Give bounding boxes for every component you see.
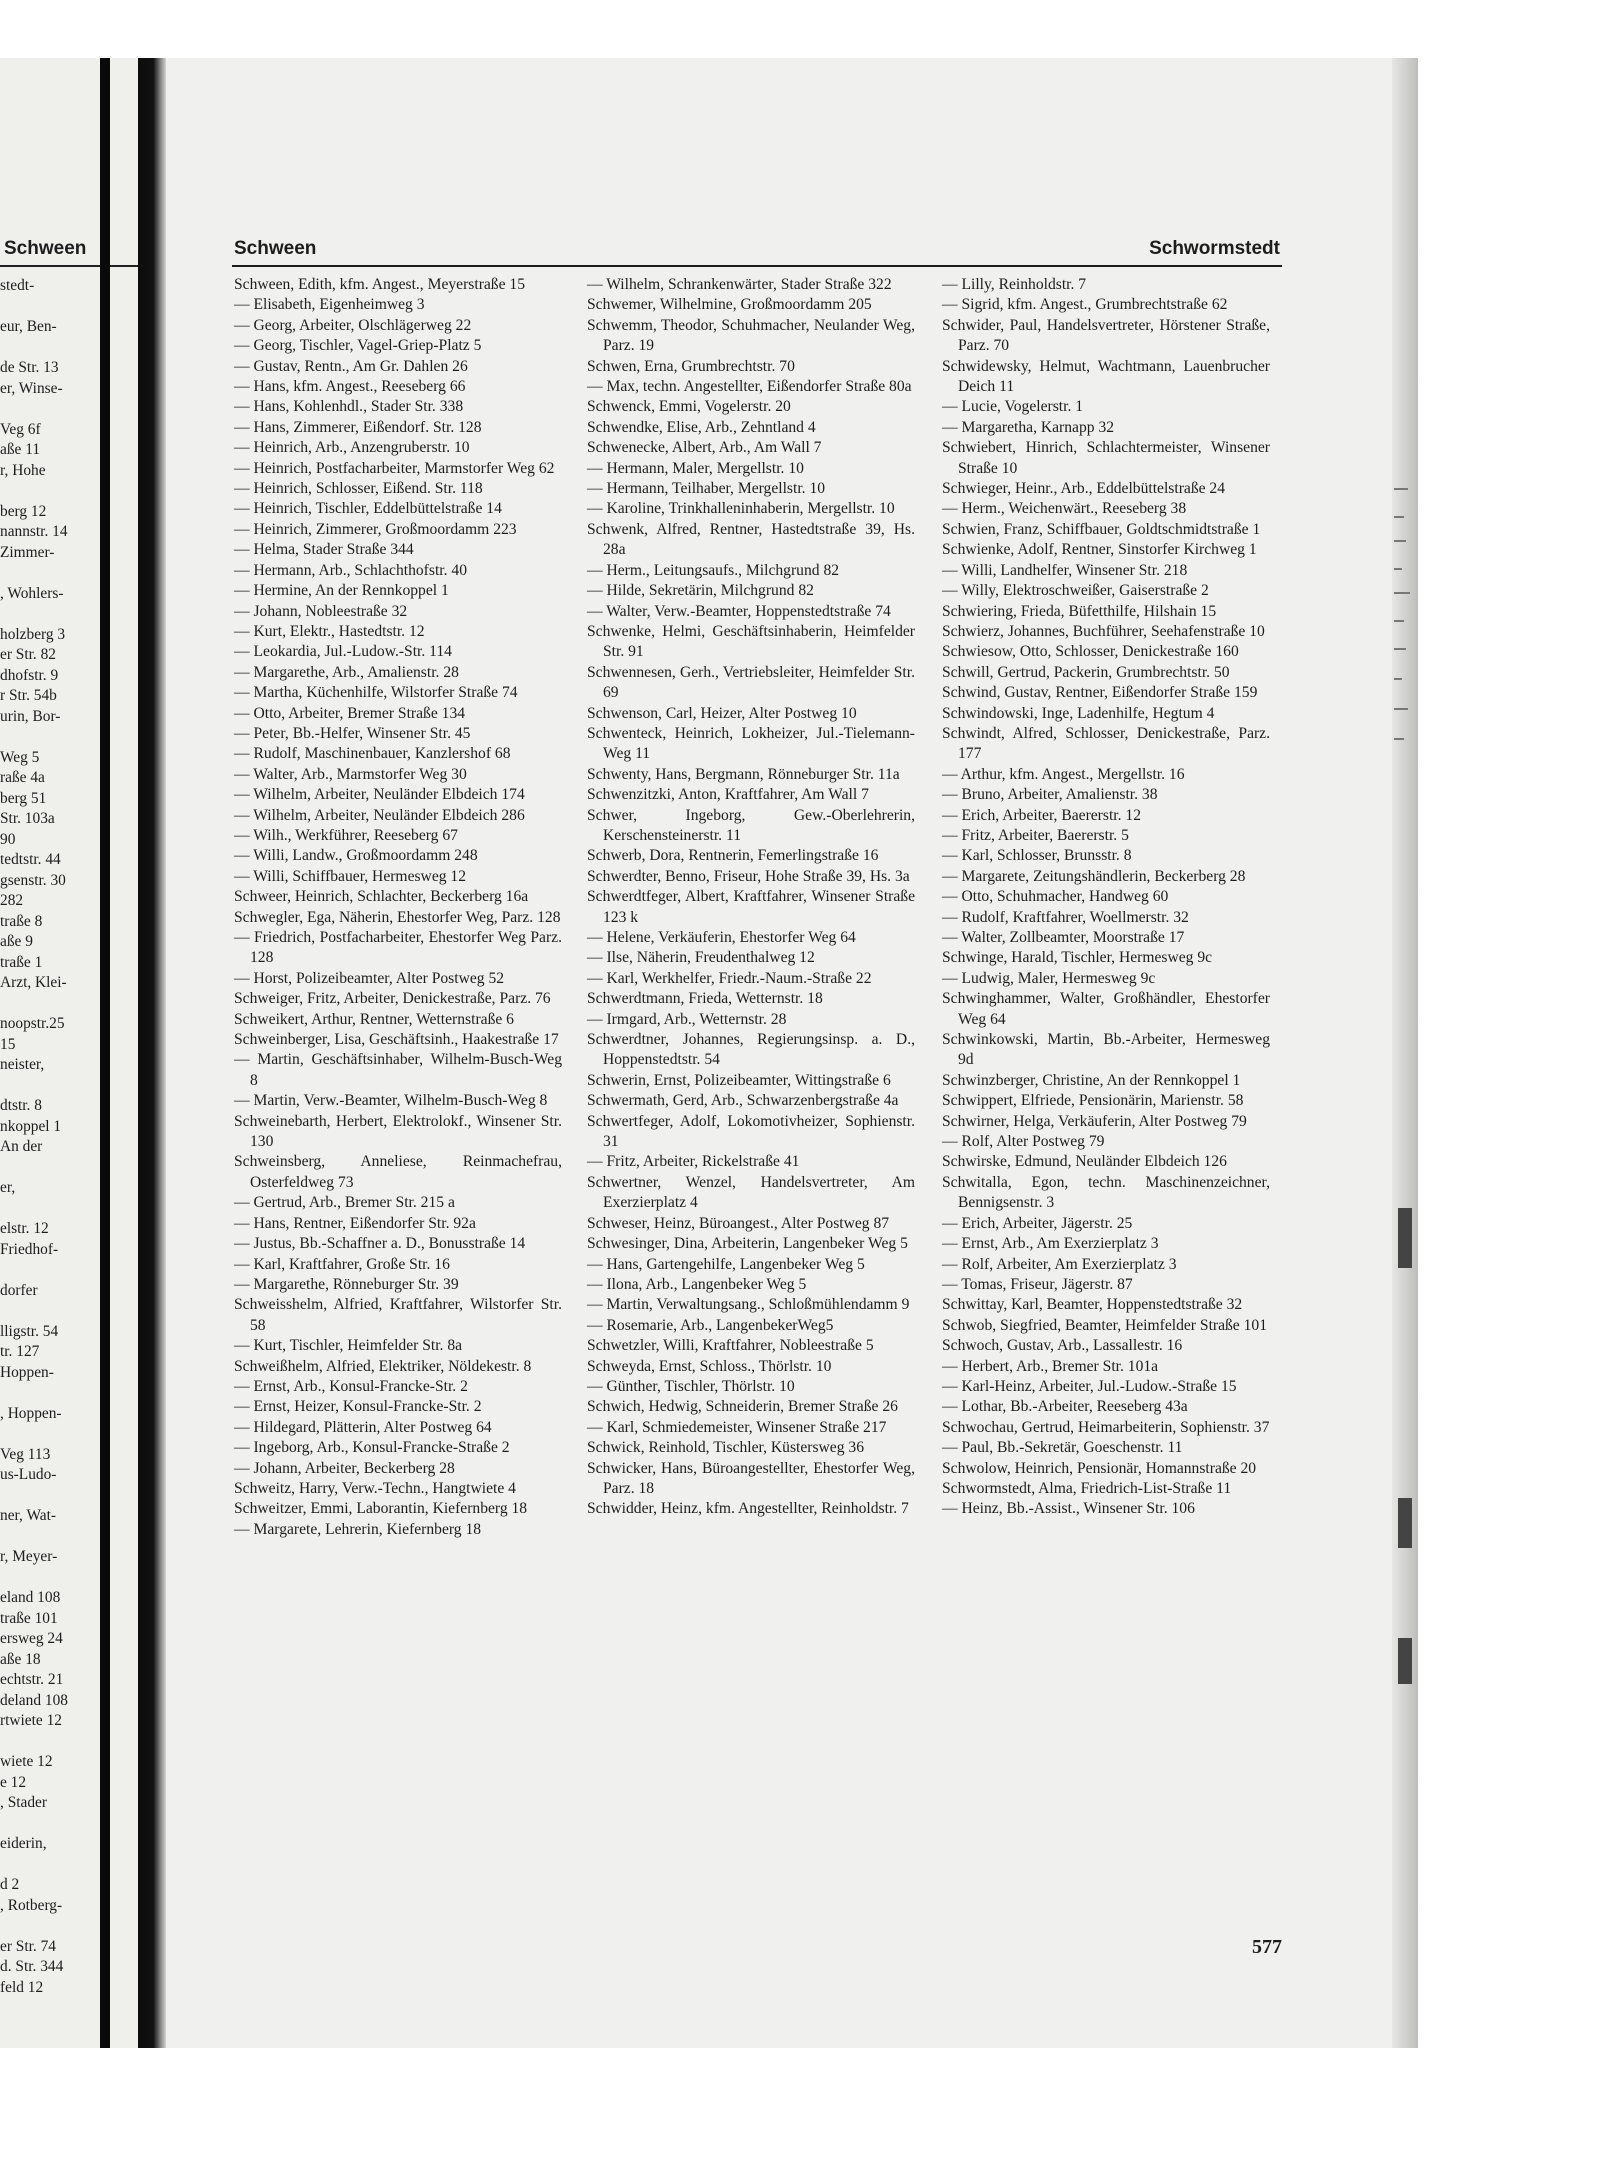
directory-column-3 xyxy=(942,275,1270,1520)
directory-entry: — Martha, Küchenhilfe, Wilstorfer Straße 74 xyxy=(234,684,518,702)
directory-entry: — Heinrich, Postfacharbeiter, Marmstorfer Weg 62 xyxy=(234,459,555,477)
left-page-line: Zimmer- xyxy=(0,543,55,561)
edge-mark xyxy=(1394,540,1406,542)
directory-entry: Schwidder, Heinz, kfm. Angestellter, Reinholdstr. 7 xyxy=(587,1500,909,1518)
directory-entry: — Martin, Geschäftsinhaber, Wilhelm-Busch-Weg 8 xyxy=(234,1051,562,1089)
edge-mark xyxy=(1394,516,1404,518)
directory-entry: — Justus, Bb.-Schaffner a. D., Bonusstraße 14 xyxy=(234,1235,526,1253)
directory-entry: — Margarete, Zeitungshändlerin, Beckerberg 28 xyxy=(942,867,1246,885)
directory-entry: — Elisabeth, Eigenheimweg 3 xyxy=(234,296,425,314)
directory-entry: Schwerdtmann, Frieda, Wetternstr. 18 xyxy=(587,990,823,1008)
directory-entry: — Helene, Verkäuferin, Ehestorfer Weg 64 xyxy=(587,929,856,946)
left-page-line xyxy=(0,1383,138,1404)
directory-entry: — Rudolf, Maschinenbauer, Kanzlershof 68 xyxy=(234,745,511,763)
directory-entry: — Max, techn. Angestellter, Eißendorfer Straße 80a xyxy=(587,378,912,396)
directory-entry: Schwinghammer, Walter, Großhändler, Ehestorfer Weg 64 xyxy=(942,990,1270,1028)
directory-entry: — Wilh., Werkführer, Reeseberg 67 xyxy=(234,826,458,844)
directory-entry: Schwieger, Heinr., Arb., Eddelbüttelstraße 24 xyxy=(942,480,1226,498)
left-page-line: Arzt, Klei- xyxy=(0,974,67,991)
directory-entry: — Walter, Verw.-Beamter, Hoppenstedtstraße 74 xyxy=(587,602,891,620)
directory-entry: — Otto, Arbeiter, Bremer Straße 134 xyxy=(234,704,466,722)
left-page-line xyxy=(0,563,138,584)
directory-column-2 xyxy=(587,275,915,1520)
directory-entry: — Karl, Schmiedemeister, Winsener Straße 217 xyxy=(587,1418,887,1436)
directory-entry: — Walter, Zollbeamter, Moorstraße 17 xyxy=(942,929,1185,946)
directory-entry: — Wilhelm, Arbeiter, Neuländer Elbdeich 286 xyxy=(234,806,525,824)
directory-entry: Schweikert, Arthur, Rentner, Wetternstraße 6 xyxy=(234,1010,514,1028)
edge-mark xyxy=(1394,678,1402,680)
directory-entry: Schwemm, Theodor, Schuhmacher, Neulander Weg, Parz. 19 xyxy=(587,316,915,355)
header-rule xyxy=(232,265,1282,267)
directory-entry: — Paul, Bb.-Sekretär, Goeschenstr. 11 xyxy=(942,1439,1183,1457)
directory-entry: Schween, Edith, kfm. Angest., Meyerstraße 15 xyxy=(234,276,526,293)
directory-entry: — Hans, Rentner, Eißendorfer Str. 92a xyxy=(234,1214,476,1232)
left-page-line xyxy=(0,1527,138,1548)
left-page-line: aße 11 xyxy=(0,441,41,458)
directory-entry: Schwerin, Ernst, Polizeibeamter, Wittingstraße 6 xyxy=(587,1071,891,1089)
left-page-line: Weg 5 xyxy=(0,748,40,766)
edge-mark xyxy=(1394,738,1404,740)
left-page-line xyxy=(0,994,138,1015)
left-page-line: , Wohlers- xyxy=(0,584,64,602)
directory-entry: Schwermath, Gerd, Arb., Schwarzenbergstraße 4a xyxy=(587,1092,899,1110)
left-page-line: eland 108 xyxy=(0,1589,61,1606)
directory-entry: Schwenson, Carl, Heizer, Alter Postweg 10 xyxy=(587,704,857,722)
left-page-line: traße 8 xyxy=(0,912,43,930)
left-page-line: er, xyxy=(0,1179,16,1196)
directory-entry: Schwendke, Elise, Arb., Zehntland 4 xyxy=(587,418,816,436)
directory-entry: Schwinge, Harald, Tischler, Hermesweg 9c xyxy=(942,949,1213,967)
directory-entry: Schweyda, Ernst, Schloss., Thörlstr. 10 xyxy=(587,1357,832,1375)
left-page-line: lligstr. 54 xyxy=(0,1322,59,1340)
directory-entry: — Ludwig, Maler, Hermesweg 9c xyxy=(942,969,1156,987)
directory-entry: — Hans, kfm. Angest., Reeseberg 66 xyxy=(234,378,466,396)
left-page-line: dorfer xyxy=(0,1281,38,1299)
directory-entry: — Karl, Schlosser, Brunsstr. 8 xyxy=(942,847,1132,865)
directory-entry: — Tomas, Friseur, Jägerstr. 87 xyxy=(942,1275,1133,1293)
directory-entry: — Irmgard, Arb., Wetternstr. 28 xyxy=(587,1010,787,1028)
left-page-line: nkoppel 1 xyxy=(0,1117,62,1135)
left-page-line: , Stader xyxy=(0,1794,48,1811)
left-page-line xyxy=(0,1158,138,1179)
directory-entry: — Ilse, Näherin, Freudenthalweg 12 xyxy=(587,949,815,967)
directory-entry: Schweser, Heinz, Büroangest., Alter Postweg 87 xyxy=(587,1214,890,1232)
left-page-line: Str. 103a xyxy=(0,810,55,827)
left-header-rule xyxy=(0,265,138,267)
directory-entry: — Friedrich, Postfacharbeiter, Ehestorfer Weg Parz. 128 xyxy=(234,929,562,967)
directory-entry: Schwesinger, Dina, Arbeiterin, Langenbeker Weg 5 xyxy=(587,1235,908,1253)
left-page-line: deland 108 xyxy=(0,1691,68,1709)
edge-block xyxy=(1398,1498,1412,1548)
left-page-line xyxy=(0,1814,138,1835)
directory-entry: — Wilhelm, Arbeiter, Neuländer Elbdeich 174 xyxy=(234,786,525,804)
left-page-line xyxy=(0,604,138,625)
directory-entry: Schwormstedt, Alma, Friedrich-List-Straße 11 xyxy=(942,1479,1232,1497)
directory-entry: — Karl, Werkhelfer, Friedr.-Naum.-Straße 22 xyxy=(587,969,872,987)
left-page-line: ner, Wat- xyxy=(0,1507,56,1524)
directory-entry: — Ingeborg, Arb., Konsul-Francke-Straße 2 xyxy=(234,1439,510,1457)
binding-band xyxy=(100,58,110,2048)
directory-entry: — Herbert, Arb., Bremer Str. 101a xyxy=(942,1357,1159,1375)
directory-entry: — Hermine, An der Rennkoppel 1 xyxy=(234,582,449,600)
directory-entry: Schwegler, Ega, Näherin, Ehestorfer Weg, Parz. 128 xyxy=(234,908,561,926)
directory-entry: — Karoline, Trinkhalleninhaberin, Mergellstr. 10 xyxy=(587,500,895,518)
directory-entry: — Rudolf, Kraftfahrer, Woellmerstr. 32 xyxy=(942,908,1189,926)
left-page-line xyxy=(0,1199,138,1220)
left-page-line: holzberg 3 xyxy=(0,625,66,643)
left-page-line xyxy=(0,1076,138,1097)
directory-entry: — Rolf, Alter Postweg 79 xyxy=(942,1133,1105,1151)
directory-entry: — Wilhelm, Schrankenwärter, Stader Straße 322 xyxy=(587,276,892,293)
directory-entry: Schwinkowski, Martin, Bb.-Arbeiter, Hermesweg 9d xyxy=(942,1031,1270,1069)
directory-entry: Schwidewsky, Helmut, Wachtmann, Lauenbrucher Deich 11 xyxy=(942,357,1270,396)
left-page-line xyxy=(0,1486,138,1507)
directory-entry: Schwienke, Adolf, Rentner, Sinstorfer Kirchweg 1 xyxy=(942,541,1257,559)
left-page-text xyxy=(0,276,138,1998)
left-page-line: berg 12 xyxy=(0,502,47,520)
directory-entry: — Erich, Arbeiter, Baererstr. 12 xyxy=(942,806,1141,824)
directory-entry: — Heinrich, Tischler, Eddelbüttelstraße 14 xyxy=(234,500,502,518)
directory-entry: — Margarete, Lehrerin, Kiefernberg 18 xyxy=(234,1520,482,1538)
directory-entry: Schwerdtner, Johannes, Regierungsinsp. a. D., Hoppenstedtstr. 54 xyxy=(587,1031,915,1069)
left-page-line: , Hoppen- xyxy=(0,1404,62,1422)
directory-entry: Schwitalla, Egon, techn. Maschinenzeichner, Bennigsenstr. 3 xyxy=(942,1173,1270,1212)
directory-entry: — Günther, Tischler, Thörlstr. 10 xyxy=(587,1377,795,1395)
directory-entry: — Karl, Kraftfahrer, Große Str. 16 xyxy=(234,1255,450,1273)
directory-entry: — Hermann, Teilhaber, Mergellstr. 10 xyxy=(587,480,826,498)
edge-block xyxy=(1398,1208,1412,1268)
directory-entry: Schwoch, Gustav, Arb., Lassallestr. 16 xyxy=(942,1337,1183,1355)
left-page-line: An der xyxy=(0,1138,43,1155)
directory-entry: — Martin, Verw.-Beamter, Wilhelm-Busch-Weg 8 xyxy=(234,1092,548,1110)
left-page-line: Friedhof- xyxy=(0,1240,59,1258)
directory-entry: — Herm., Leitungsaufs., Milchgrund 82 xyxy=(587,561,840,579)
left-page-line: wiete 12 xyxy=(0,1753,53,1770)
directory-entry: Schwolow, Heinrich, Pensionär, Homannstraße 20 xyxy=(942,1459,1257,1477)
directory-entry: — Georg, Arbeiter, Olschlägerweg 22 xyxy=(234,316,472,334)
directory-entry: — Gertrud, Arb., Bremer Str. 215 a xyxy=(234,1194,455,1212)
page-edge-marks xyxy=(1394,488,1416,1788)
directory-entry: Schweißhelm, Alfried, Elektriker, Nöldekestr. 8 xyxy=(234,1357,532,1375)
directory-entry: Schwiering, Frieda, Büfetthilfe, Hilshain 15 xyxy=(942,602,1217,620)
directory-entry: Schwob, Siegfried, Beamter, Heimfelder Straße 101 xyxy=(942,1316,1268,1334)
left-page-line: elstr. 12 xyxy=(0,1220,49,1237)
edge-mark xyxy=(1394,568,1402,570)
directory-entry: Schweinebarth, Herbert, Elektrolokf., Winsener Str. 130 xyxy=(234,1112,562,1151)
left-page-line: dtstr. 8 xyxy=(0,1097,42,1114)
left-page-line: gsenstr. 30 xyxy=(0,871,66,889)
directory-entry: — Johann, Arbeiter, Beckerberg 28 xyxy=(234,1459,455,1477)
left-page-line: Hoppen- xyxy=(0,1363,54,1381)
directory-entry: — Lothar, Bb.-Arbeiter, Reeseberg 43a xyxy=(942,1398,1188,1416)
left-page-line xyxy=(0,1301,138,1322)
left-page-line: r, Meyer- xyxy=(0,1548,58,1565)
edge-mark xyxy=(1394,708,1408,710)
directory-entry: — Ilona, Arb., Langenbeker Weg 5 xyxy=(587,1275,807,1293)
directory-entry: Schwicker, Hans, Büroangestellter, Ehestorfer Weg, Parz. 18 xyxy=(587,1459,915,1497)
left-page-line: de Str. 13 xyxy=(0,359,59,376)
left-page-line: d 2 xyxy=(0,1876,20,1893)
directory-entry: — Fritz, Arbeiter, Baererstr. 5 xyxy=(942,826,1129,844)
left-page-line: Veg 6f xyxy=(0,420,41,438)
edge-mark xyxy=(1394,620,1404,622)
directory-entry: — Hermann, Maler, Mergellstr. 10 xyxy=(587,459,804,477)
left-page-line: echtstr. 21 xyxy=(0,1671,64,1688)
directory-entry: Schwennesen, Gerh., Vertriebsleiter, Heimfelder Str. 69 xyxy=(587,663,915,702)
directory-entry: Schweinsberg, Anneliese, Reinmachefrau, Osterfeldweg 73 xyxy=(234,1153,562,1191)
left-page-line xyxy=(0,1424,138,1445)
left-page-line xyxy=(0,399,138,420)
edge-mark xyxy=(1394,648,1406,650)
left-page-line: nannstr. 14 xyxy=(0,523,68,540)
page-number: 577 xyxy=(1252,1936,1282,1958)
directory-entry: Schwill, Gertrud, Packerin, Grumbrechtstr. 50 xyxy=(942,663,1230,681)
left-page-line xyxy=(0,1916,138,1937)
left-page-line xyxy=(0,1260,138,1281)
left-page-line: berg 51 xyxy=(0,789,47,807)
edge-block xyxy=(1398,1638,1412,1684)
left-page-line: ersweg 24 xyxy=(0,1630,63,1647)
directory-entry: — Peter, Bb.-Helfer, Winsener Str. 45 xyxy=(234,724,471,742)
directory-entry: Schwien, Franz, Schiffbauer, Goldtschmidtstraße 1 xyxy=(942,520,1261,538)
left-page-line: tedtstr. 44 xyxy=(0,851,61,868)
directory-entry: — Arthur, kfm. Angest., Mergellstr. 16 xyxy=(942,765,1185,783)
edge-mark xyxy=(1394,488,1408,490)
directory-entry: — Gustav, Rentn., Am Gr. Dahlen 26 xyxy=(234,357,468,375)
directory-entry: — Horst, Polizeibeamter, Alter Postweg 52 xyxy=(234,969,505,987)
left-page-line: eiderin, xyxy=(0,1835,47,1852)
left-page-line: aße 18 xyxy=(0,1650,41,1668)
left-page-line: 90 xyxy=(0,830,16,848)
left-page-line: d. Str. 344 xyxy=(0,1958,64,1975)
left-page-line: eur, Ben- xyxy=(0,318,57,335)
directory-entry: Schwenzitzki, Anton, Kraftfahrer, Am Wall 7 xyxy=(587,786,869,804)
directory-entry: Schwind, Gustav, Rentner, Eißendorfer Straße 159 xyxy=(942,684,1258,702)
directory-entry: — Heinrich, Schlosser, Eißend. Str. 118 xyxy=(234,480,483,498)
left-page-line: 282 xyxy=(0,892,24,909)
left-page-line xyxy=(0,1568,138,1589)
left-page-line: traße 101 xyxy=(0,1609,58,1627)
directory-entry: — Ernst, Heizer, Konsul-Francke-Str. 2 xyxy=(234,1398,482,1416)
left-page-line: er, Winse- xyxy=(0,379,63,397)
left-page-line: tr. 127 xyxy=(0,1343,40,1360)
directory-entry: — Karl-Heinz, Arbeiter, Jul.-Ludow.-Straße 15 xyxy=(942,1377,1237,1395)
left-page-line: aße 9 xyxy=(0,933,33,950)
left-page-line: stedt- xyxy=(0,277,35,294)
directory-entry: — Ernst, Arb., Konsul-Francke-Str. 2 xyxy=(234,1377,468,1395)
directory-entry: — Johann, Nobleestraße 32 xyxy=(234,602,408,620)
edge-mark xyxy=(1394,592,1410,594)
directory-entry: — Hildegard, Plätterin, Alter Postweg 64 xyxy=(234,1418,492,1436)
directory-entry: — Kurt, Elektr., Hastedtstr. 12 xyxy=(234,622,425,640)
directory-entry: — Rosemarie, Arb., LangenbekerWeg5 xyxy=(587,1316,834,1334)
directory-entry: Schweisshelm, Alfried, Kraftfahrer, Wilstorfer Str. 58 xyxy=(234,1296,562,1334)
directory-entry: — Kurt, Tischler, Heimfelder Str. 8a xyxy=(234,1337,463,1355)
directory-entry: — Margarethe, Rönneburger Str. 39 xyxy=(234,1275,459,1293)
directory-entry: — Ernst, Arb., Am Exerzierplatz 3 xyxy=(942,1235,1159,1253)
directory-entry: — Hilde, Sekretärin, Milchgrund 82 xyxy=(587,582,814,600)
directory-entry: Schwiebert, Hinrich, Schlachtermeister, Winsener Straße 10 xyxy=(942,439,1270,477)
directory-entry: Schwerdter, Benno, Friseur, Hohe Straße 39, Hs. 3a xyxy=(587,867,910,885)
directory-entry: — Georg, Tischler, Vagel-Griep-Platz 5 xyxy=(234,337,482,355)
directory-entry: Schwick, Reinhold, Tischler, Küstersweg 36 xyxy=(587,1439,865,1457)
directory-entry: — Willy, Elektroschweißer, Gaiserstraße 2 xyxy=(942,582,1209,600)
directory-entry: Schweitzer, Emmi, Laborantin, Kiefernberg 18 xyxy=(234,1500,528,1518)
directory-entry: Schwenecke, Albert, Arb., Am Wall 7 xyxy=(587,439,822,457)
directory-entry: Schwerdtfeger, Albert, Kraftfahrer, Winsener Straße 123 k xyxy=(587,888,915,926)
right-page xyxy=(166,58,1418,2048)
directory-entry: — Hans, Kohlenhdl., Stader Str. 338 xyxy=(234,398,464,416)
directory-entry: Schwirner, Helga, Verkäuferin, Alter Postweg 79 xyxy=(942,1112,1247,1130)
directory-entry: — Hermann, Arb., Schlachthofstr. 40 xyxy=(234,561,467,579)
left-page-line: us-Ludo- xyxy=(0,1466,57,1483)
left-page-line xyxy=(0,1855,138,1876)
directory-entry: — Hans, Zimmerer, Eißendorf. Str. 128 xyxy=(234,418,482,436)
header-last-entry: Schwormstedt xyxy=(1149,238,1280,259)
directory-entry: Schwittay, Karl, Beamter, Hoppenstedtstraße 32 xyxy=(942,1296,1243,1314)
book-spine-shadow xyxy=(138,58,166,2048)
left-page-header: Schween xyxy=(4,238,87,259)
directory-entry: Schwen, Erna, Grumbrechtstr. 70 xyxy=(587,357,795,375)
directory-entry: Schweer, Heinrich, Schlachter, Beckerberg 16a xyxy=(234,888,529,906)
directory-entry: Schwindt, Alfred, Schlosser, Denickestraße, Parz. 177 xyxy=(942,724,1270,763)
directory-entry: — Margarethe, Arb., Amalienstr. 28 xyxy=(234,663,459,681)
directory-entry: Schwertfeger, Adolf, Lokomotivheizer, Sophienstr. 31 xyxy=(587,1112,915,1151)
left-page-line: rtwiete 12 xyxy=(0,1712,62,1729)
directory-entry: Schwemer, Wilhelmine, Großmoordamm 205 xyxy=(587,296,872,314)
left-page-line: r, Hohe xyxy=(0,461,46,479)
left-page-line: r Str. 54b xyxy=(0,687,57,704)
directory-entry: — Rolf, Arbeiter, Am Exerzierplatz 3 xyxy=(942,1255,1177,1273)
left-page-line: traße 1 xyxy=(0,953,43,971)
directory-entry: — Martin, Verwaltungsang., Schloßmühlendamm 9 xyxy=(587,1296,910,1314)
directory-entry: Schwindowski, Inge, Ladenhilfe, Hegtum 4 xyxy=(942,704,1215,722)
directory-entry: Schweinberger, Lisa, Geschäftsinh., Haakestraße 17 xyxy=(234,1031,559,1049)
directory-entry: Schweiger, Fritz, Arbeiter, Denickestraße, Parz. 76 xyxy=(234,990,551,1008)
directory-entry: Schwochau, Gertrud, Heimarbeiterin, Sophienstr. 37 xyxy=(942,1418,1270,1436)
left-page-line xyxy=(0,481,138,502)
left-page-line: er Str. 82 xyxy=(0,646,57,663)
directory-entry: — Erich, Arbeiter, Jägerstr. 25 xyxy=(942,1214,1133,1232)
directory-entry: — Bruno, Arbeiter, Amalienstr. 38 xyxy=(942,786,1158,804)
left-page-line xyxy=(0,1732,138,1753)
directory-entry: Schwenk, Alfred, Rentner, Hastedtstraße 39, Hs. 28a xyxy=(587,520,915,559)
directory-entry: — Sigrid, kfm. Angest., Grumbrechtstraße 62 xyxy=(942,296,1228,314)
header-first-entry: Schween xyxy=(234,238,317,259)
left-page-line: , Rotberg- xyxy=(0,1896,63,1914)
directory-entry: Schwider, Paul, Handelsvertreter, Hörstener Straße, Parz. 70 xyxy=(942,316,1270,355)
directory-entry: Schwenck, Emmi, Vogelerstr. 20 xyxy=(587,398,791,416)
directory-entry: — Willi, Landhelfer, Winsener Str. 218 xyxy=(942,561,1188,579)
directory-entry: Schwerb, Dora, Rentnerin, Femerlingstraße 16 xyxy=(587,847,879,865)
directory-entry: — Willi, Schiffbauer, Hermesweg 12 xyxy=(234,867,467,885)
directory-entry: Schweitz, Harry, Verw.-Techn., Hangtwiete 4 xyxy=(234,1479,516,1497)
directory-entry: — Walter, Arb., Marmstorfer Weg 30 xyxy=(234,765,467,783)
left-page-line: neister, xyxy=(0,1056,45,1073)
directory-entry: — Leokardia, Jul.-Ludow.-Str. 114 xyxy=(234,643,452,661)
directory-entry: Schwinzberger, Christine, An der Rennkoppel 1 xyxy=(942,1071,1241,1089)
directory-entry: — Otto, Schuhmacher, Handweg 60 xyxy=(942,888,1169,906)
left-page-line: er Str. 74 xyxy=(0,1937,57,1955)
left-page-line xyxy=(0,338,138,359)
directory-entry: — Heinrich, Arb., Anzengruberstr. 10 xyxy=(234,439,470,457)
left-page-line: urin, Bor- xyxy=(0,707,61,725)
directory-entry: — Fritz, Arbeiter, Rickelstraße 41 xyxy=(587,1153,800,1171)
directory-entry: — Helma, Stader Straße 344 xyxy=(234,541,414,559)
scanned-page-spread xyxy=(0,58,1418,2048)
left-page-line: e 12 xyxy=(0,1773,27,1791)
directory-entry: Schwenteck, Heinrich, Lokheizer, Jul.-Tielemann-Weg 11 xyxy=(587,724,915,763)
left-page-line: dhofstr. 9 xyxy=(0,666,59,684)
directory-entry: — Heinz, Bb.-Assist., Winsener Str. 106 xyxy=(942,1500,1195,1518)
directory-entry: Schwierz, Johannes, Buchführer, Seehafenstraße 10 xyxy=(942,622,1265,640)
directory-column-1 xyxy=(234,275,562,1540)
left-page-line xyxy=(0,727,138,748)
left-page-line: feld 12 xyxy=(0,1978,44,1996)
directory-entry: Schwippert, Elfriede, Pensionärin, Marienstr. 58 xyxy=(942,1092,1244,1110)
left-page-line: noopstr.25 xyxy=(0,1015,65,1032)
directory-entry: Schwertner, Wenzel, Handelsvertreter, Am Exerzierplatz 4 xyxy=(587,1173,915,1212)
directory-entry: — Willi, Landw., Großmoordamm 248 xyxy=(234,847,478,865)
left-page-fragment xyxy=(0,58,138,2048)
directory-entry: — Lilly, Reinholdstr. 7 xyxy=(942,276,1087,293)
directory-entry: Schwiesow, Otto, Schlosser, Denickestraße 160 xyxy=(942,643,1239,661)
directory-entry: — Hans, Gartengehilfe, Langenbeker Weg 5 xyxy=(587,1255,865,1273)
left-page-line: raße 4a xyxy=(0,769,45,786)
directory-entry: — Lucie, Vogelerstr. 1 xyxy=(942,398,1084,416)
directory-entry: Schwenty, Hans, Bergmann, Rönneburger Str. 11a xyxy=(587,765,900,783)
directory-entry: — Herm., Weichenwärt., Reeseberg 38 xyxy=(942,500,1187,518)
left-page-line: 15 xyxy=(0,1035,16,1053)
directory-entry: Schwich, Hedwig, Schneiderin, Bremer Straße 26 xyxy=(587,1398,898,1416)
left-page-line: Veg 113 xyxy=(0,1445,51,1463)
directory-entry: Schwenke, Helmi, Geschäftsinhaberin, Heimfelder Str. 91 xyxy=(587,622,915,661)
directory-entry: — Heinrich, Zimmerer, Großmoordamm 223 xyxy=(234,520,517,538)
directory-entry: Schwirske, Edmund, Neuländer Elbdeich 126 xyxy=(942,1153,1227,1171)
directory-entry: — Margaretha, Karnapp 32 xyxy=(942,418,1115,436)
left-page-line xyxy=(0,297,138,318)
directory-entry: Schwer, Ingeborg, Gew.-Oberlehrerin, Kerschensteinerstr. 11 xyxy=(587,806,915,844)
directory-entry: Schwetzler, Willi, Kraftfahrer, Nobleestraße 5 xyxy=(587,1337,874,1355)
